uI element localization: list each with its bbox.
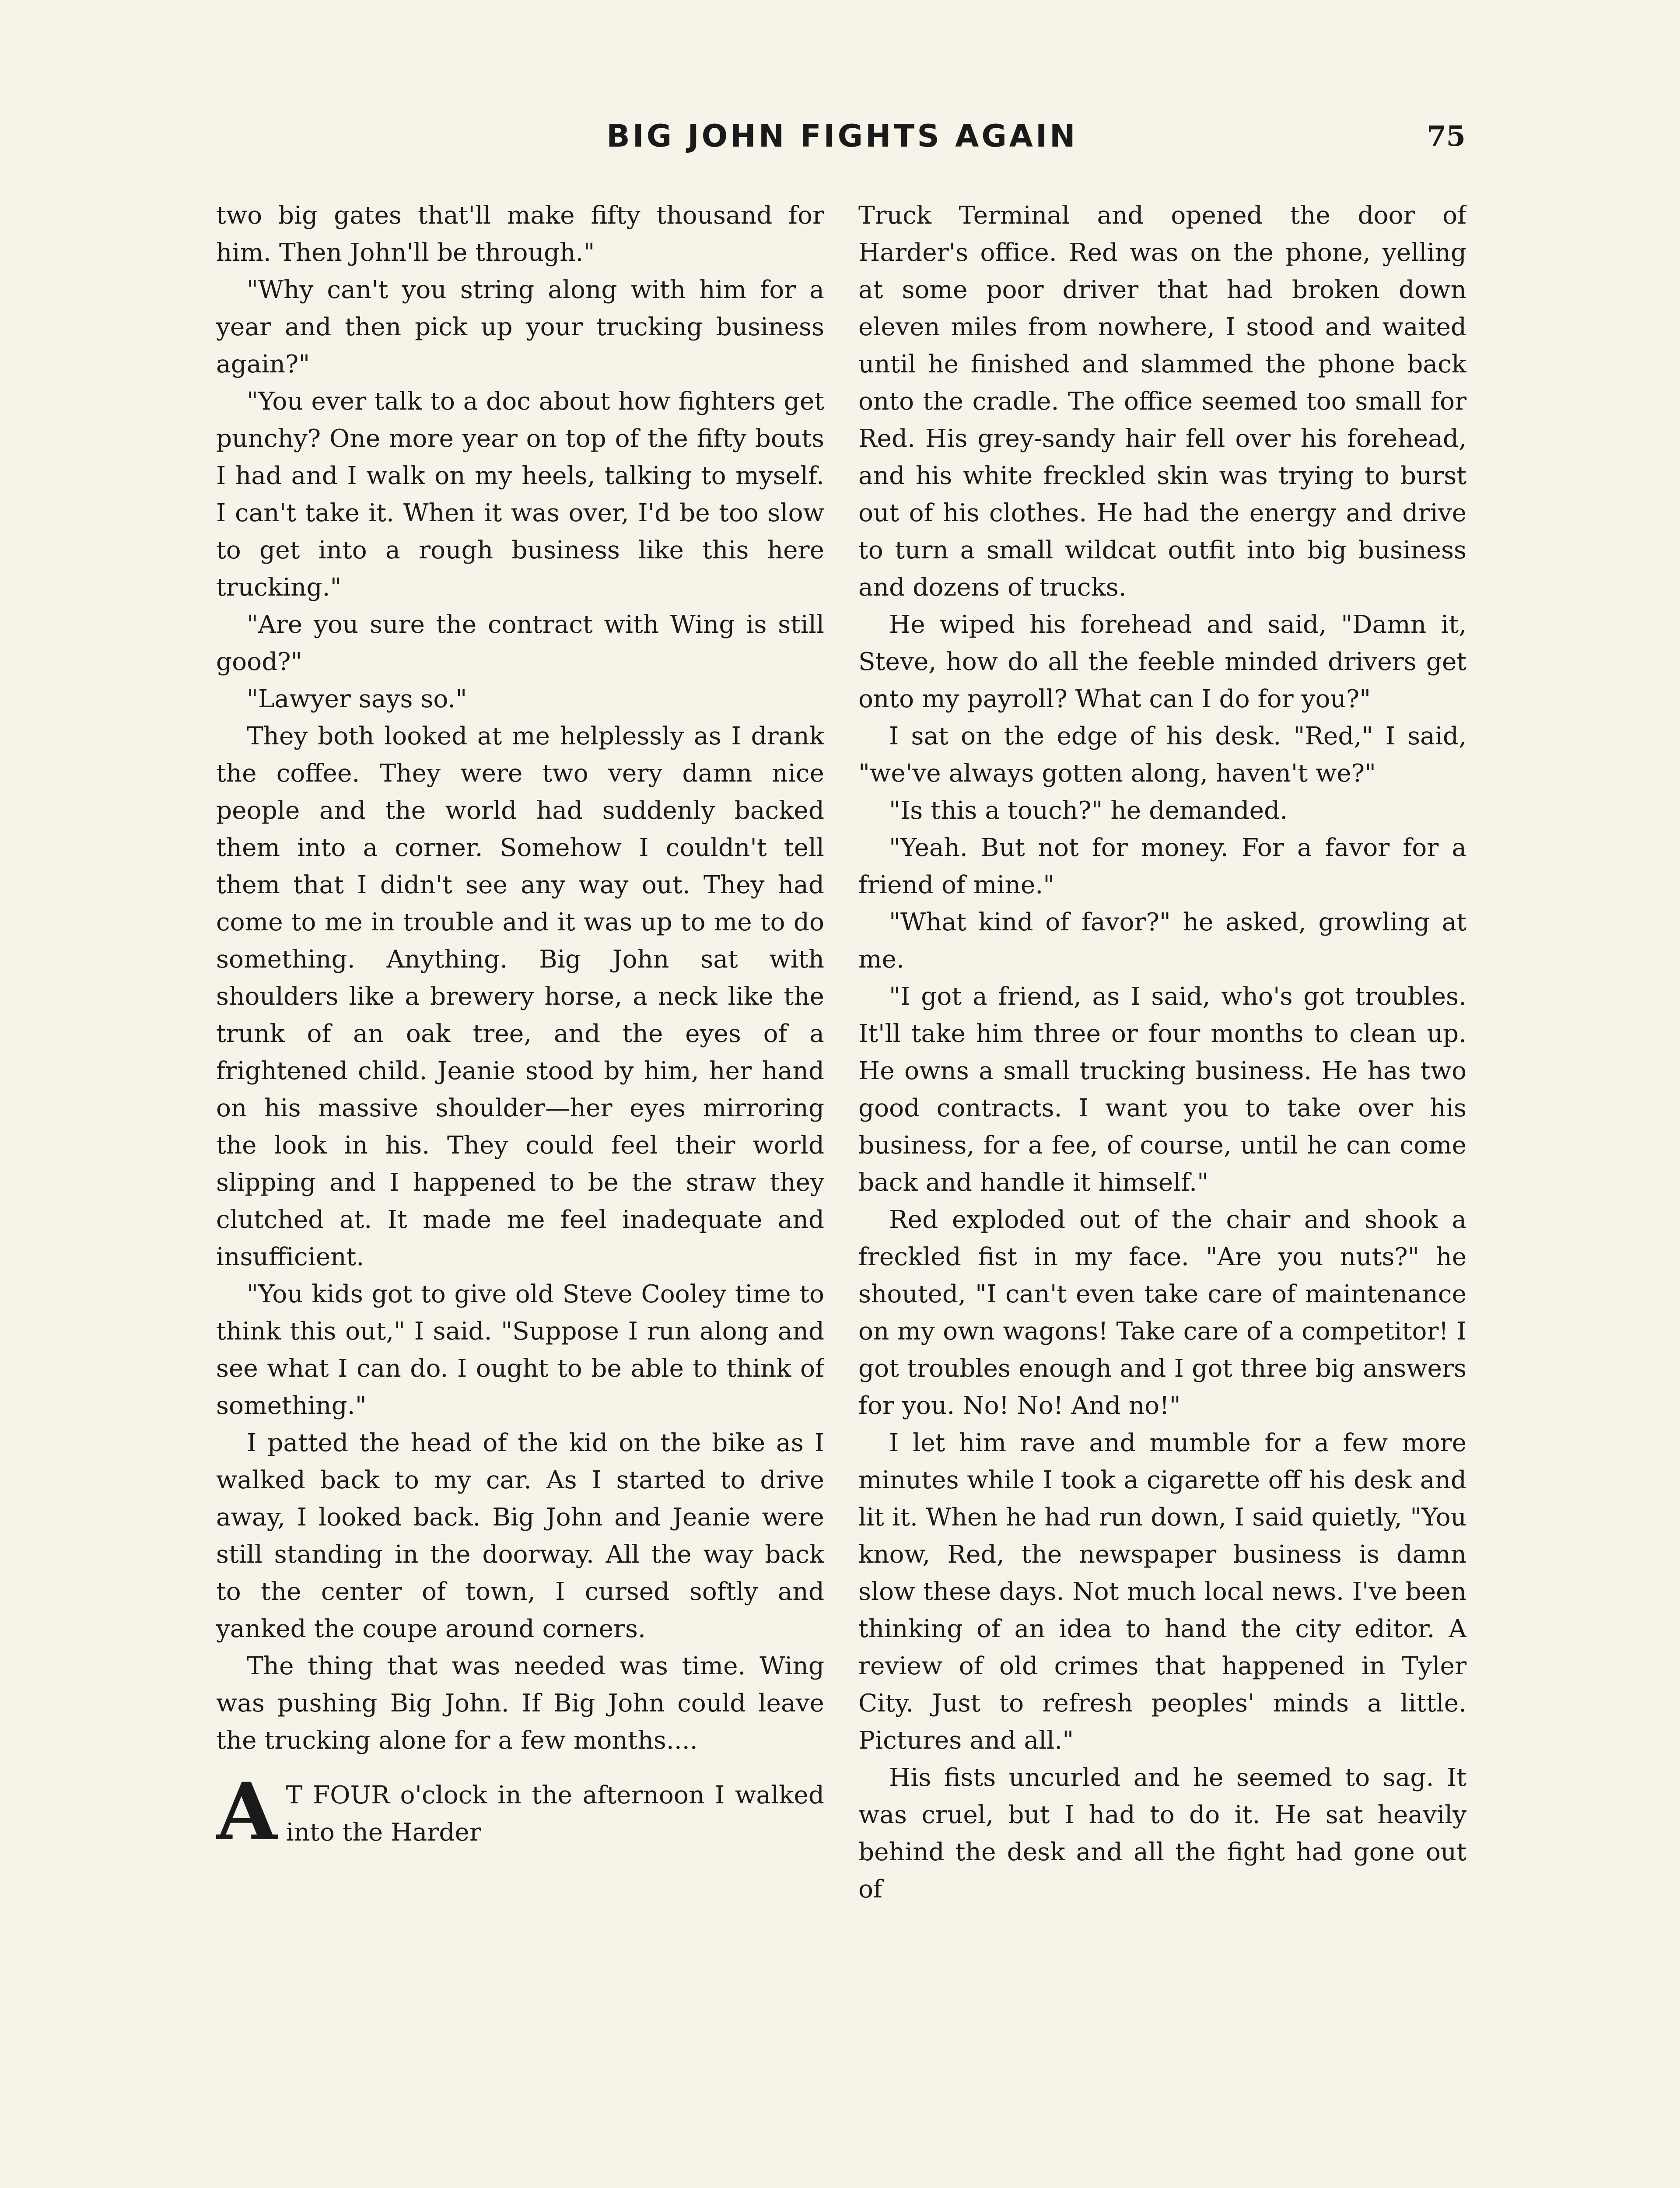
- left-column: [216, 197, 824, 2188]
- paragraph: Truck Terminal and opened the door of Harder's office. Red was on the phone, yelling at some poor driver that had broken down eleven miles from nowhere, I stood and waited until he finished and slammed the phone back onto the cradle. The office seemed too small for Red. His grey-sandy hair fell over his forehead, and his white freckled skin was trying to burst out of his clothes. He had the energy and drive to turn a small wildcat outfit into big business and dozens of trucks.: [858, 201, 1466, 602]
- paragraph: "Is this a touch?" he demanded.: [889, 796, 1288, 825]
- paragraph: He wiped his forehead and said, "Damn it, Steve, how do all the feeble minded drivers get onto my payroll? What can I do for you?": [858, 610, 1466, 713]
- paragraph: "Yeah. But not for money. For a favor for a friend of mine.": [858, 834, 1466, 899]
- running-title: BIG JOHN FIGHTS AGAIN: [606, 118, 1078, 154]
- paragraph: Red exploded out of the chair and shook a freckled fist in my face. "Are you nuts?" he shouted, "I can't even take care of maintenance on my own wagons! Take care of a competitor! I got troubles enough and I got three big answers for you. No! No! And no!": [858, 1206, 1466, 1420]
- paragraph: I sat on the edge of his desk. "Red," I said, "we've always gotten along, haven't we?": [858, 722, 1466, 788]
- page-header: [219, 118, 1466, 162]
- paragraph: two big gates that'll make fifty thousand for him. Then John'll be through.": [216, 201, 824, 267]
- paragraph: His fists uncurled and he seemed to sag. It was cruel, but I had to do it. He sat heavily behind the desk and all the fight had gone out of: [858, 1764, 1466, 1904]
- paragraph: "What kind of favor?" he asked, growling at me.: [858, 908, 1466, 974]
- section-start-paragraph: [216, 1766, 824, 1858]
- paragraph: "Lawyer says so.": [247, 685, 467, 713]
- paragraph: "You kids got to give old Steve Cooley time to think this out," I said. "Suppose I run along and see what I can do. I ought to be able to think of something.": [216, 1280, 824, 1420]
- page-number: 75: [1426, 120, 1466, 153]
- right-column: [858, 197, 1466, 2188]
- paragraph: "Why can't you string along with him for a year and then pick up your trucking business again?": [216, 276, 824, 379]
- paragraph: I patted the head of the kid on the bike as I walked back to my car. As I started to drive away, I looked back. Big John and Jeanie were still standing in the doorway. All the way back to the center of town, I cursed softly and yanked the coupe around corners.: [216, 1429, 824, 1643]
- paragraph: "I got a friend, as I said, who's got troubles. It'll take him three or four months to clean up. He owns a small trucking business. He has two good contracts. I want you to take over his business, for a fee, of course, until he can come back and handle it himself.": [858, 982, 1466, 1197]
- paragraph: They both looked at me helplessly as I drank the coffee. They were two very damn nice people and the world had suddenly backed them into a corner. Somehow I couldn't tell them that I didn't see any way out. They had come to me in trouble and it was up to me to do something. Anything. Big John sat with shoulders like a brewery horse, a neck like the trunk of an oak tree, and the eyes of a frightened child. Jeanie stood by him, her hand on his massive shoulder—her eyes mirroring the look in his. They could feel their world slipping and I happened to be the straw they clutched at. It made me feel inadequate and insufficient.: [216, 722, 824, 1271]
- paragraph: I let him rave and mumble for a few more minutes while I took a cigarette off his desk and lit it. When he had run down, I said quietly, "You know, Red, the newspaper business is damn slow these days. Not much local news. I've been thinking of an idea to hand the city editor. A review of old crimes that happened in Tyler City. Just to refresh peoples' minds a little. Pictures and all.": [858, 1429, 1466, 1755]
- paragraph: The thing that was needed was time. Wing was pushing Big John. If Big John could leave the trucking alone for a few months....: [216, 1652, 824, 1755]
- paragraph-text: T FOUR o'clock in the afternoon I walked into the Harder: [286, 1781, 824, 1847]
- drop-cap: A: [216, 1766, 277, 1858]
- paragraph: "Are you sure the contract with Wing is still good?": [216, 610, 824, 676]
- paragraph: "You ever talk to a doc about how fighters get punchy? One more year on top of the fifty bouts I had and I walk on my heels, talking to myself. I can't take it. When it was over, I'd be too slow to get into a rough business like this here trucking.": [216, 387, 824, 602]
